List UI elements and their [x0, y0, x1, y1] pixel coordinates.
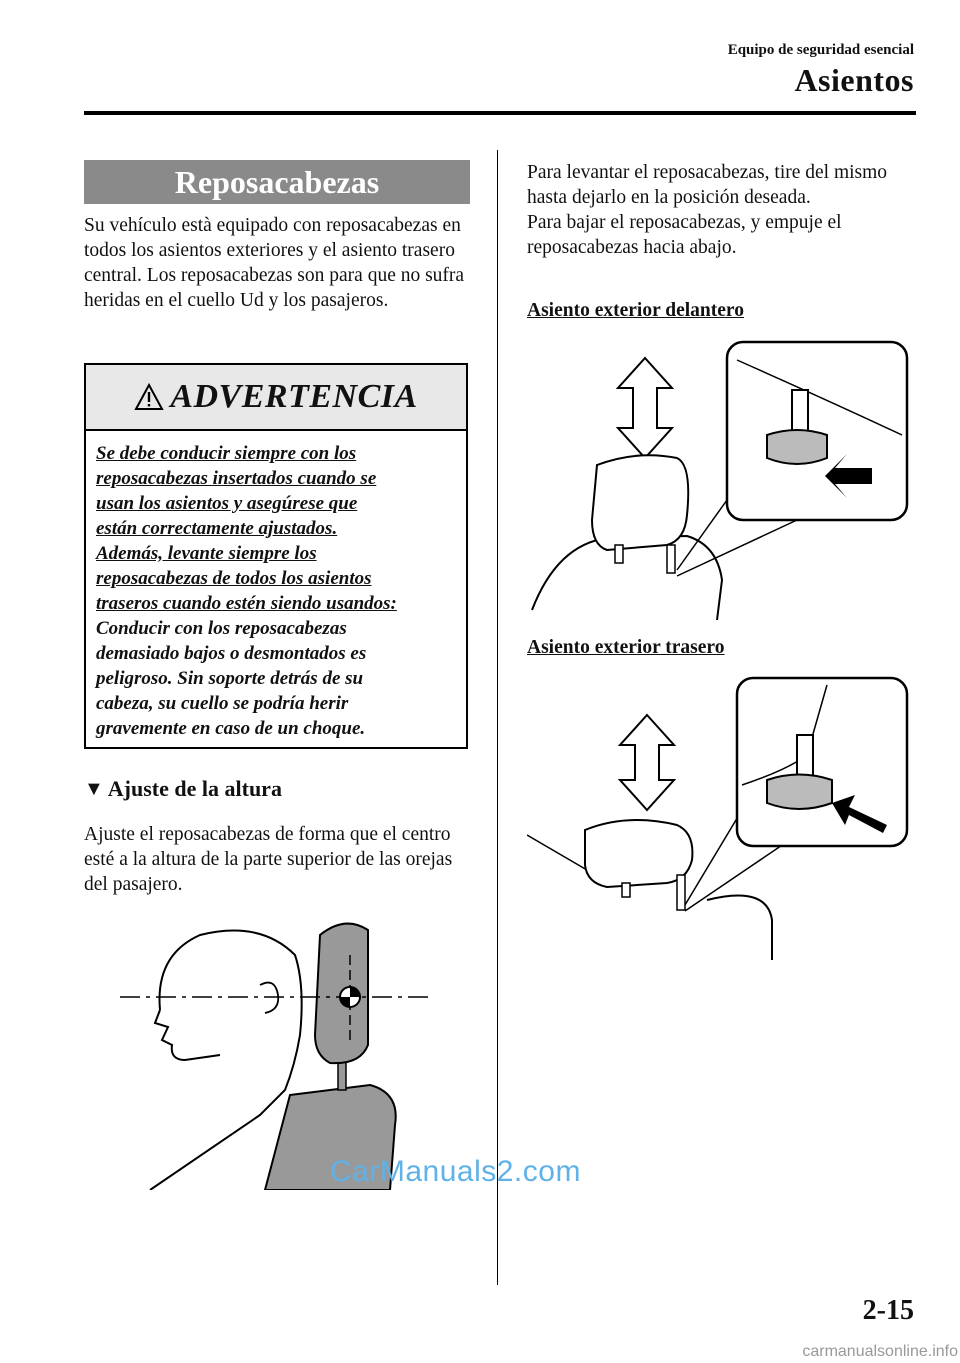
triangle-down-icon: ▼ [84, 777, 104, 800]
warning-line: traseros cuando estén siendo usandos: [96, 593, 397, 614]
warning-line: usan los asientos y asegúrese que [96, 493, 358, 514]
header-rule [84, 111, 916, 115]
subheading-text: Ajuste de la altura [107, 776, 282, 801]
warning-line: cabeza, su cuello se podría herir [96, 693, 349, 714]
page-number: 2-15 [862, 1295, 914, 1326]
warning-line: Conducir con los reposacabezas [96, 618, 347, 639]
warning-header [86, 365, 466, 431]
header-chapter: Asientos [794, 62, 914, 98]
intro-paragraph: Su vehículo està equipado con reposacabezas en todos los asientos exteriores y el asiento trasero central. Los reposacabezas son para que no sufra heridas en el cuello Ud y los pasajeros. [84, 215, 465, 311]
warning-text [96, 441, 462, 741]
footer-site: carmanualsonline.info [802, 1343, 958, 1360]
adjust-instructions: Para levantar el reposacabezas, tire del mismo hasta dejarlo en la posición deseada. Para bajar el reposacabezas, y empuje el reposacabezas hacia abajo. [527, 162, 888, 258]
caption-rear-seat: Asiento exterior trasero [527, 637, 725, 658]
adjust-paragraph: Ajuste el reposacabezas de forma que el centro esté a la altura de la parte superior de las orejas del pasajero. [84, 824, 453, 895]
warning-box [84, 363, 468, 749]
subheading [84, 776, 282, 802]
warning-line: están correctamente ajustados. [96, 518, 338, 539]
warning-line: Se debe conducir siempre con los [96, 443, 357, 464]
front-seat-headrest-illustration [527, 340, 912, 620]
header-section: Equipo de seguridad esencial [727, 42, 914, 58]
warning-line: demasiado bajos o desmontados es [96, 643, 367, 664]
warning-line: Además, levante siempre los [96, 543, 317, 564]
head-headrest-illustration [110, 915, 440, 1190]
watermark: CarManuals2.com [330, 1155, 581, 1188]
column-divider [497, 150, 498, 1285]
warning-line: reposacabezas de todos los asientos [96, 568, 372, 589]
warning-title: ADVERTENCIA [170, 378, 418, 415]
warning-triangle-icon [134, 383, 164, 411]
warning-line: reposacabezas insertados cuando se [96, 468, 377, 489]
caption-front-seat: Asiento exterior delantero [527, 300, 744, 321]
section-title: Reposacabezas [84, 160, 470, 204]
warning-line: peligroso. Sin soporte detrás de su [96, 668, 364, 689]
warning-line: gravemente en caso de un choque. [96, 718, 366, 739]
rear-seat-headrest-illustration [527, 675, 912, 960]
